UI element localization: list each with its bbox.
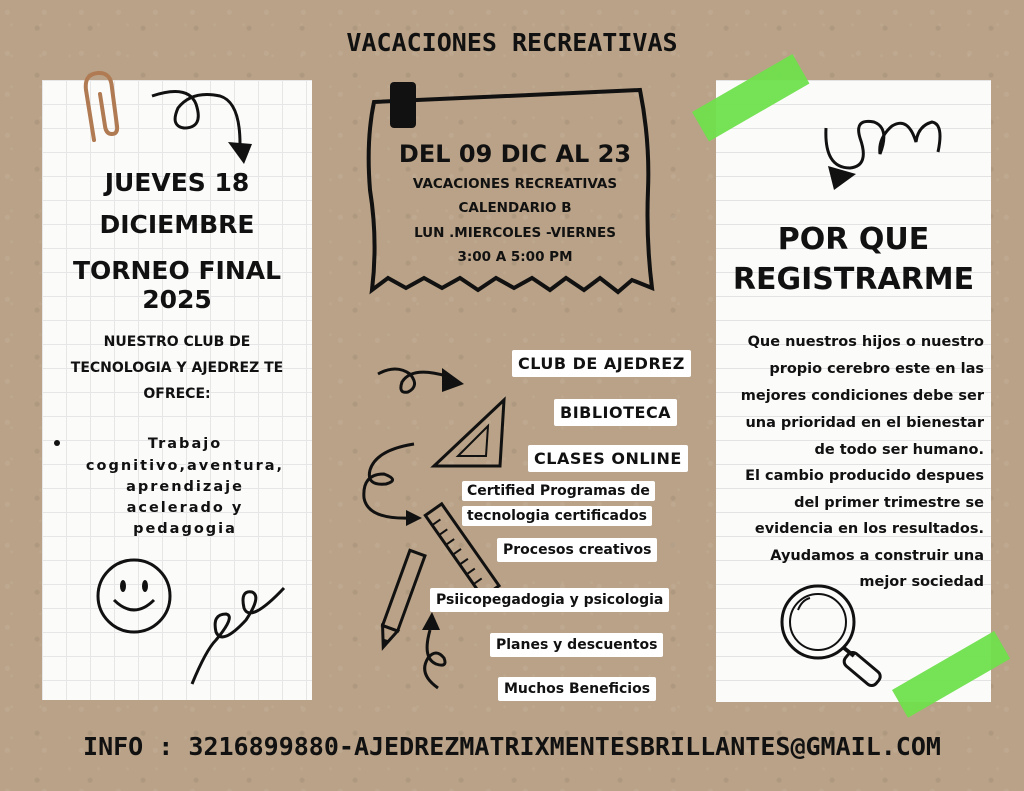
service-psychopedagogy: Psiicopegadogia y psicologia bbox=[430, 588, 669, 612]
magnifier-icon bbox=[776, 580, 906, 690]
service-certified-line-1: Certified Programas de bbox=[462, 481, 655, 501]
notice-line-2: VACACIONES RECREATIVAS bbox=[412, 176, 618, 192]
squiggle-icon bbox=[356, 440, 426, 530]
contact-info: INFO : 3216899880-AJEDREZMATRIXMENTESBRILLANTES@GMAIL.COM bbox=[83, 732, 941, 761]
curly-arrow-icon bbox=[148, 84, 268, 174]
bullet-line-3: aprendizaje bbox=[126, 479, 244, 495]
notice-line-4: LUN .MIERCOLES -VIERNES bbox=[414, 225, 616, 241]
reason-title-line-1: POR QUE bbox=[777, 222, 930, 257]
service-certified-line-2: tecnologia certificados bbox=[462, 506, 652, 526]
smiley-icon bbox=[94, 556, 174, 636]
reason-body-line-5: de todo ser humano. bbox=[814, 442, 984, 458]
triangle-ruler-icon bbox=[428, 396, 518, 476]
notice-line-5: 3:00 A 5:00 PM bbox=[457, 249, 573, 265]
offer-line-2: TECNOLOGIA Y AJEDREZ TE bbox=[70, 360, 284, 376]
bullet-dot bbox=[54, 440, 60, 446]
bullet-line-4: acelerado y bbox=[126, 500, 244, 516]
reason-body-line-8: evidencia en los resultados. bbox=[754, 521, 984, 537]
notice-dates: DEL 09 DIC AL 23 bbox=[398, 140, 632, 168]
reason-body-line-4: una prioridad en el bienestar bbox=[745, 415, 984, 431]
service-library: BIBLIOTECA bbox=[554, 399, 677, 426]
reason-body-line-6: El cambio producido despues bbox=[745, 468, 984, 484]
flyer-title: VACACIONES RECREATIVAS bbox=[346, 28, 678, 57]
service-creative-processes: Procesos creativos bbox=[497, 538, 657, 562]
service-many-benefits: Muchos Beneficios bbox=[498, 677, 656, 701]
notice-line-3: CALENDARIO B bbox=[458, 200, 572, 216]
reason-body-line-9: Ayudamos a construir una bbox=[770, 548, 984, 564]
offer-line-1: NUESTRO CLUB DE bbox=[103, 334, 251, 350]
curly-arrow-icon bbox=[820, 108, 950, 198]
service-online-classes: CLASES ONLINE bbox=[528, 445, 688, 472]
reason-body-line-2: propio cerebro este en las bbox=[769, 361, 984, 377]
reason-title-line-2: REGISTRARME bbox=[732, 262, 975, 297]
paperclip-icon bbox=[80, 68, 120, 148]
date-line-2: DICIEMBRE bbox=[99, 210, 255, 239]
reason-body-line-3: mejores condiciones debe ser bbox=[740, 388, 984, 404]
service-plans-discounts: Planes y descuentos bbox=[490, 633, 663, 657]
date-line-1: JUEVES 18 bbox=[104, 168, 250, 197]
reason-body-line-10: mejor sociedad bbox=[859, 574, 984, 590]
bullet-line-5: pedagogia bbox=[133, 521, 237, 537]
service-chess-club: CLUB DE AJEDREZ bbox=[512, 350, 691, 377]
reason-body-line-7: del primer trimestre se bbox=[794, 495, 984, 511]
bullet-line-1: Trabajo bbox=[147, 436, 223, 452]
squiggle-icon bbox=[186, 580, 296, 690]
offer-line-3: OFRECE: bbox=[143, 386, 211, 402]
bullet-line-2: cognitivo,aventura, bbox=[85, 458, 285, 474]
date-line-3: TORNEO FINAL 2025 bbox=[72, 256, 282, 314]
reason-body-line-1: Que nuestros hijos o nuestro bbox=[747, 334, 984, 350]
curly-arrow-icon bbox=[414, 604, 464, 694]
